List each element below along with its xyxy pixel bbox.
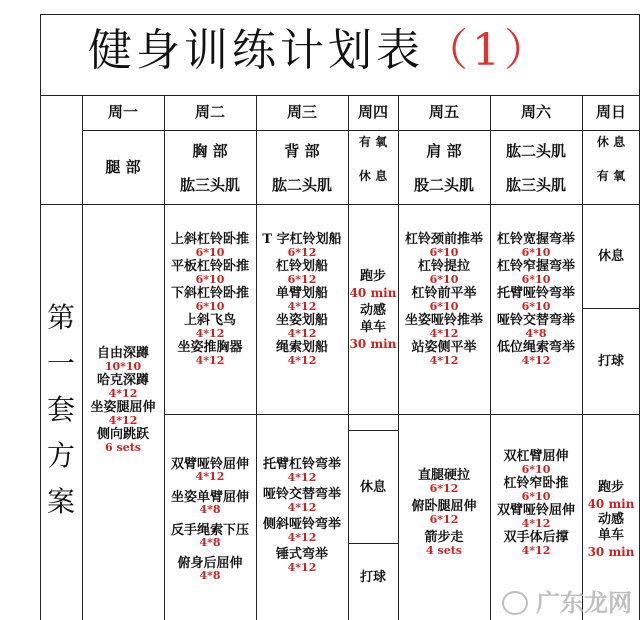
exercise-list-sat-top — [490, 214, 582, 384]
exercise-name: 双手体后撑 — [503, 529, 569, 545]
exercise-reps: 6*10 — [521, 462, 551, 476]
cardio-text: 单车 — [597, 528, 624, 543]
grid-line — [40, 14, 640, 15]
plan-char: 方 — [46, 439, 75, 472]
exercise-name: 单臂划船 — [275, 285, 328, 301]
cardio-thu — [348, 250, 398, 370]
exercise-name: 哑铃交替弯举 — [262, 486, 341, 502]
part-text: 休 息 — [596, 135, 626, 149]
exercise-reps: 6*12 — [287, 245, 317, 259]
cardio-text: 单车 — [359, 319, 386, 335]
exercise-name: 杠铃划船 — [275, 258, 328, 274]
part-mon — [82, 131, 164, 204]
exercise-reps: 6*12 — [287, 272, 317, 286]
day-header-sat: 周六 — [520, 103, 551, 121]
exercise-name: 双杠臂屈伸 — [503, 448, 569, 464]
exercise-reps: 4*12 — [521, 543, 551, 557]
exercise-name: 托臂哑铃弯举 — [496, 285, 575, 301]
exercise-reps: 4*12 — [429, 353, 459, 367]
cardio-text: 动感 — [359, 302, 386, 318]
exercise-name: 坐姿哑铃推举 — [404, 312, 483, 328]
exercise-name: 哈克深蹲 — [96, 373, 149, 388]
exercise-reps: 4*12 — [195, 470, 225, 483]
part-fri — [398, 131, 490, 204]
exercise-name: 绳索划船 — [275, 339, 328, 355]
exercise-name: 杠铃前平举 — [411, 285, 477, 301]
exercise-name: 双臂哑铃屈伸 — [496, 502, 575, 518]
exercise-reps: 4*12 — [521, 516, 551, 530]
exercise-name: 坐姿划船 — [275, 312, 328, 328]
part-text: 腿 部 — [105, 158, 141, 176]
exercise-list-mon — [82, 300, 164, 500]
exercise-reps: 6*10 — [429, 299, 459, 313]
part-wed — [256, 131, 348, 204]
cardio-time: 40 min — [349, 285, 397, 300]
exercise-reps: 6*10 — [521, 272, 551, 286]
exercise-list-fri-bottom — [398, 455, 490, 570]
part-text: 胸 部 — [192, 141, 228, 160]
exercise-list-wed-top — [256, 214, 348, 384]
part-text: 肱二头肌 — [505, 141, 566, 160]
ball-thu: 打球 — [359, 569, 386, 585]
day-header-fri: 周五 — [428, 103, 459, 121]
exercise-reps: 4*12 — [287, 299, 317, 313]
cardio-text: 跑步 — [597, 480, 624, 495]
exercise-reps: 4 sets — [426, 544, 462, 557]
exercise-list-sat-bottom — [490, 430, 582, 575]
exercise-reps: 4*12 — [287, 530, 317, 544]
exercise-name: 平板杠铃卧推 — [170, 258, 249, 274]
part-thu — [348, 131, 398, 204]
exercise-name: 站姿侧平举 — [411, 339, 477, 355]
exercise-reps: 4*12 — [521, 353, 551, 367]
exercise-name: 托臂杠铃弯举 — [262, 456, 341, 472]
part-text: 有 氧 — [358, 135, 388, 149]
exercise-reps: 10*10 — [104, 360, 142, 373]
exercise-name: 上斜飞鸟 — [183, 312, 236, 328]
cardio-text: 动感 — [597, 512, 624, 527]
plan-char: 第 — [46, 301, 75, 334]
part-text: 肩 部 — [426, 141, 462, 160]
exercise-name: 俯卧腿屈伸 — [411, 499, 477, 514]
grid-line — [40, 204, 640, 205]
exercise-reps: 4*12 — [195, 326, 225, 340]
exercise-name: 侧向跳跃 — [96, 427, 149, 442]
plan-char: 一 — [46, 347, 75, 380]
exercise-reps: 4*12 — [287, 500, 317, 514]
watermark: 广东龙网 — [536, 589, 632, 617]
exercise-name: 直腿硬拉 — [417, 468, 470, 483]
exercise-reps: 6*12 — [429, 513, 459, 526]
exercise-reps: 6*12 — [429, 482, 459, 495]
part-text: 休 息 — [358, 169, 388, 183]
cardio-time: 40 min — [587, 497, 635, 511]
part-text: 背 部 — [284, 141, 320, 160]
exercise-reps: 4*12 — [287, 470, 317, 484]
exercise-reps: 6*10 — [195, 272, 225, 286]
exercise-reps: 4*12 — [195, 353, 225, 367]
exercise-reps: 4*8 — [199, 503, 221, 516]
part-text: 有 氧 — [596, 169, 626, 183]
exercise-name: T 字杠铃划船 — [262, 231, 342, 247]
exercise-list-tue-bottom — [164, 445, 256, 595]
exercise-reps: 4*12 — [429, 326, 459, 340]
exercise-reps: 4*12 — [287, 326, 317, 340]
exercise-reps: 6*10 — [195, 299, 225, 313]
day-header-tue: 周二 — [194, 103, 225, 121]
exercise-name: 坐姿推胸器 — [177, 339, 243, 355]
exercise-name: 下斜杠铃卧推 — [170, 285, 249, 301]
title-text: 健身训练计划表 — [88, 25, 424, 76]
exercise-reps: 4*12 — [108, 414, 138, 427]
exercise-reps: 6*10 — [521, 299, 551, 313]
exercise-reps: 4*12 — [287, 560, 317, 574]
part-sat — [490, 131, 582, 204]
exercise-name: 杠铃提拉 — [417, 258, 470, 274]
exercise-reps: 6*10 — [521, 245, 551, 259]
part-text: 股二头肌 — [413, 175, 474, 194]
title-number: （1） — [424, 25, 552, 76]
exercise-name: 反手绳索下压 — [170, 523, 249, 538]
cardio-time: 30 min — [349, 336, 397, 351]
exercise-reps: 6*10 — [195, 245, 225, 259]
plan-char: 案 — [46, 485, 75, 518]
day-header-wed: 周三 — [286, 103, 317, 121]
exercise-reps: 4*8 — [525, 326, 547, 340]
exercise-name: 锤式弯举 — [275, 546, 328, 562]
grid-line — [582, 414, 640, 415]
exercise-reps: 6 sets — [105, 441, 141, 454]
cardio-text: 跑步 — [359, 268, 386, 284]
plan-char: 套 — [46, 393, 75, 426]
exercise-reps: 4*8 — [199, 569, 221, 582]
exercise-name: 坐姿单臂屈伸 — [170, 490, 249, 505]
exercise-name: 杠铃窄握弯举 — [496, 258, 575, 274]
day-header-mon: 周一 — [107, 103, 138, 121]
exercise-name: 坐姿腿屈伸 — [90, 400, 156, 415]
day-header-thu: 周四 — [357, 103, 388, 121]
day-header-sun: 周日 — [595, 103, 626, 121]
part-text: 肱三头肌 — [505, 175, 566, 194]
part-tue — [164, 131, 256, 204]
exercise-name: 哑铃交替弯举 — [496, 312, 575, 328]
exercise-reps: 4*12 — [287, 353, 317, 367]
exercise-name: 上斜杠铃卧推 — [170, 231, 249, 247]
plan-label — [40, 260, 82, 560]
exercise-reps: 6*10 — [429, 272, 459, 286]
ball-sun: 打球 — [597, 354, 624, 369]
exercise-name: 杠铃窄卧推 — [503, 475, 569, 491]
exercise-name: 箭步走 — [424, 530, 464, 545]
exercise-list-fri-top — [398, 214, 490, 384]
exercise-name: 自由深蹲 — [96, 346, 149, 361]
exercise-reps: 6*10 — [429, 245, 459, 259]
part-text: 肱二头肌 — [271, 175, 332, 194]
exercise-reps: 6*10 — [521, 489, 551, 503]
rest-thu: 休息 — [359, 479, 386, 495]
exercise-list-tue-top — [164, 214, 256, 384]
grid-line — [398, 414, 490, 415]
exercise-name: 杠铃颈前推举 — [404, 231, 483, 247]
exercise-reps: 4*8 — [199, 536, 221, 549]
exercise-name: 俯身后屈伸 — [177, 556, 243, 571]
exercise-reps: 4*12 — [108, 387, 138, 400]
grid-line — [490, 414, 582, 415]
exercise-list-wed-bottom — [256, 445, 348, 585]
exercise-name: 杠铃宽握弯举 — [496, 231, 575, 247]
watermark-logo-icon — [502, 591, 528, 615]
cardio-sun — [582, 470, 640, 570]
exercise-name: 双臂哑铃屈伸 — [170, 457, 249, 472]
part-sun — [582, 131, 640, 204]
rest-sun: 休息 — [597, 249, 624, 264]
part-text: 肱三头肌 — [179, 175, 240, 194]
grid-line — [164, 414, 398, 415]
page-title — [0, 14, 640, 78]
exercise-name: 低位绳索弯举 — [496, 339, 575, 355]
cardio-time: 30 min — [587, 545, 635, 559]
exercise-name: 侧斜哑铃弯举 — [262, 516, 341, 532]
